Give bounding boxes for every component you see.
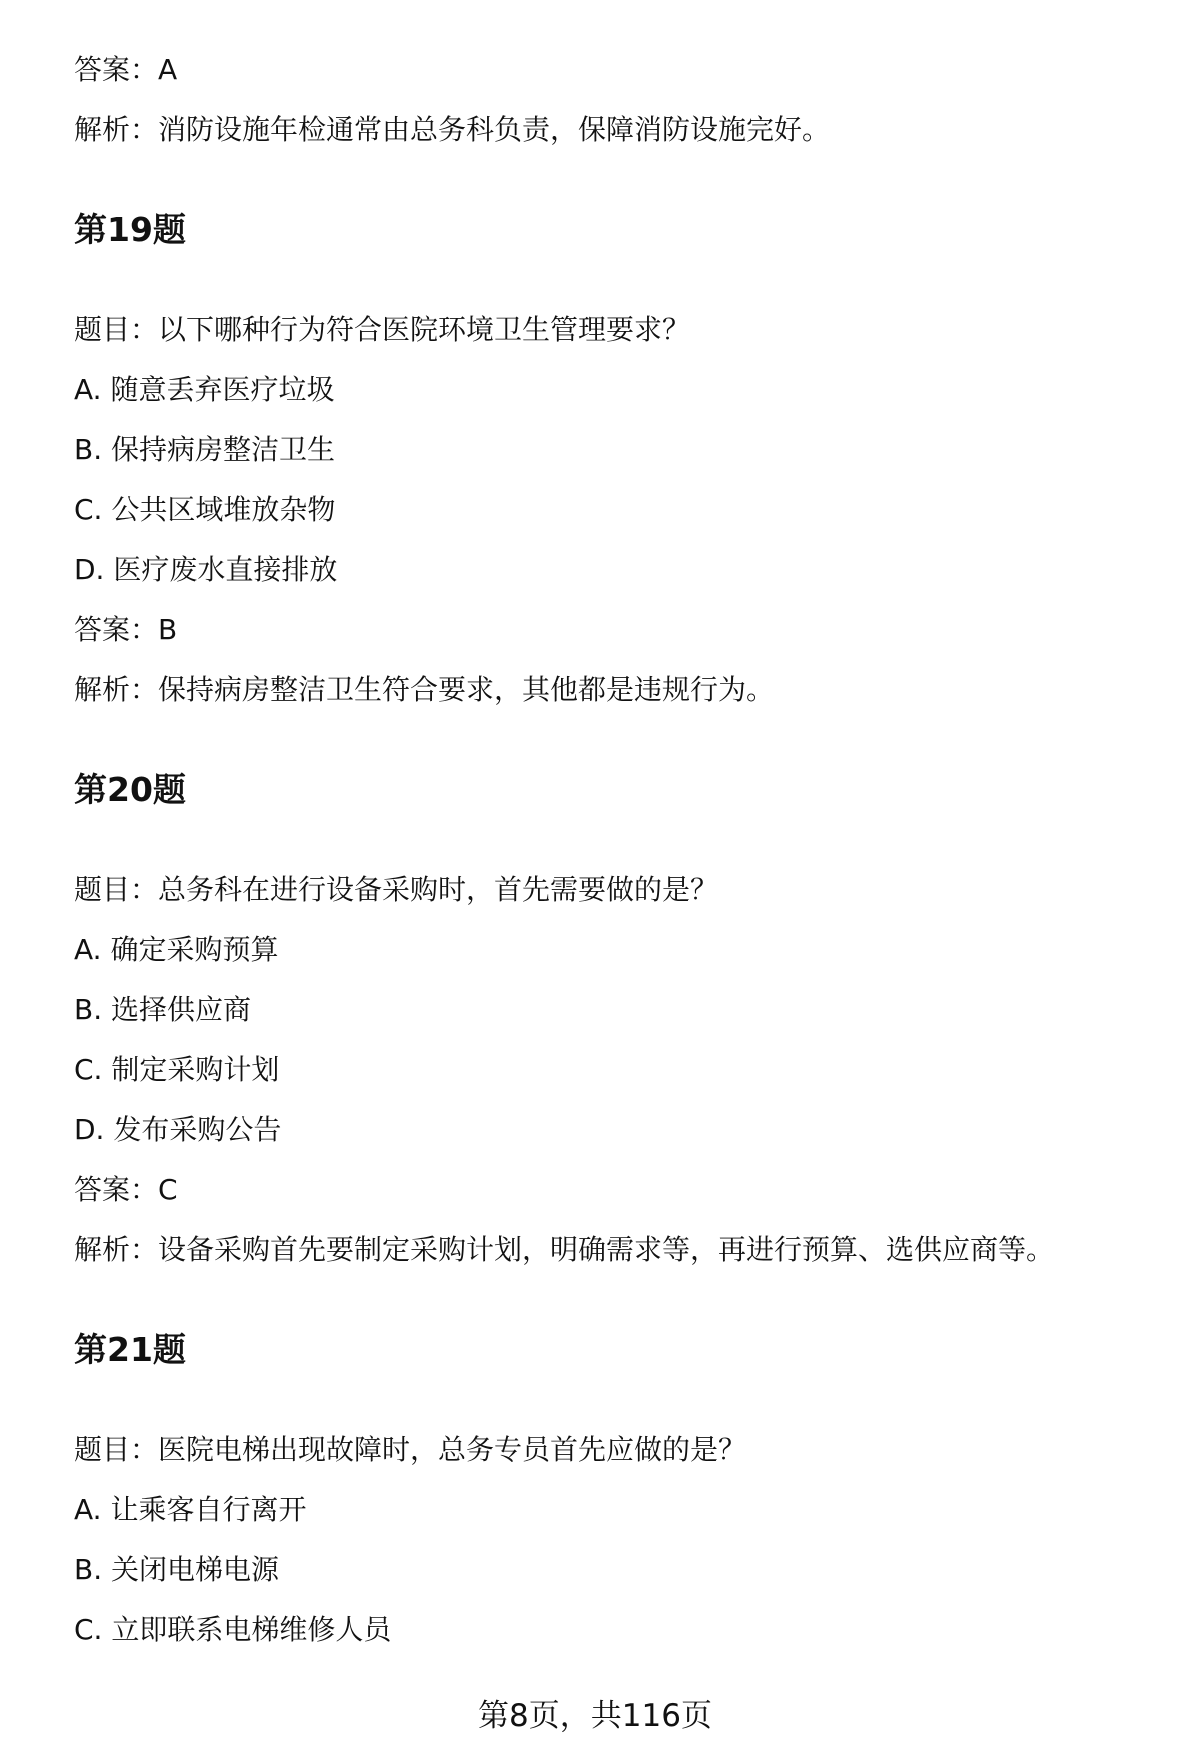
question-heading: 第21题 <box>74 1330 186 1369</box>
analysis-text: 解析：设备采购首先要制定采购计划，明确需求等，再进行预算、选供应商等。 <box>74 1233 1055 1266</box>
option-d: D. 发布采购公告 <box>74 1113 282 1146</box>
answer-text: 答案：B <box>74 613 178 646</box>
option-b: B. 保持病房整洁卫生 <box>74 433 336 466</box>
question-heading: 第20题 <box>74 770 186 809</box>
question-stem: 题目：医院电梯出现故障时，总务专员首先应做的是？ <box>74 1433 747 1466</box>
option-d: D. 医疗废水直接排放 <box>74 553 338 586</box>
option-b: B. 关闭电梯电源 <box>74 1553 280 1586</box>
option-c: C. 立即联系电梯维修人员 <box>74 1613 392 1646</box>
option-c: C. 公共区域堆放杂物 <box>74 493 336 526</box>
option-a: A. 让乘客自行离开 <box>74 1493 307 1526</box>
analysis-text: 解析：保持病房整洁卫生符合要求，其他都是违规行为。 <box>74 673 775 706</box>
option-c: C. 制定采购计划 <box>74 1053 280 1086</box>
option-a: A. 随意丢弃医疗垃圾 <box>74 373 335 406</box>
answer-text: 答案：A <box>74 53 178 86</box>
answer-text: 答案：C <box>74 1173 178 1206</box>
question-stem: 题目：以下哪种行为符合医院环境卫生管理要求？ <box>74 313 691 346</box>
option-a: A. 确定采购预算 <box>74 933 279 966</box>
option-b: B. 选择供应商 <box>74 993 252 1026</box>
page-number: 第8页，共116页 <box>478 1698 712 1734</box>
question-heading: 第19题 <box>74 210 186 249</box>
question-stem: 题目：总务科在进行设备采购时，首先需要做的是？ <box>74 873 719 906</box>
analysis-text: 解析：消防设施年检通常由总务科负责，保障消防设施完好。 <box>74 113 831 146</box>
